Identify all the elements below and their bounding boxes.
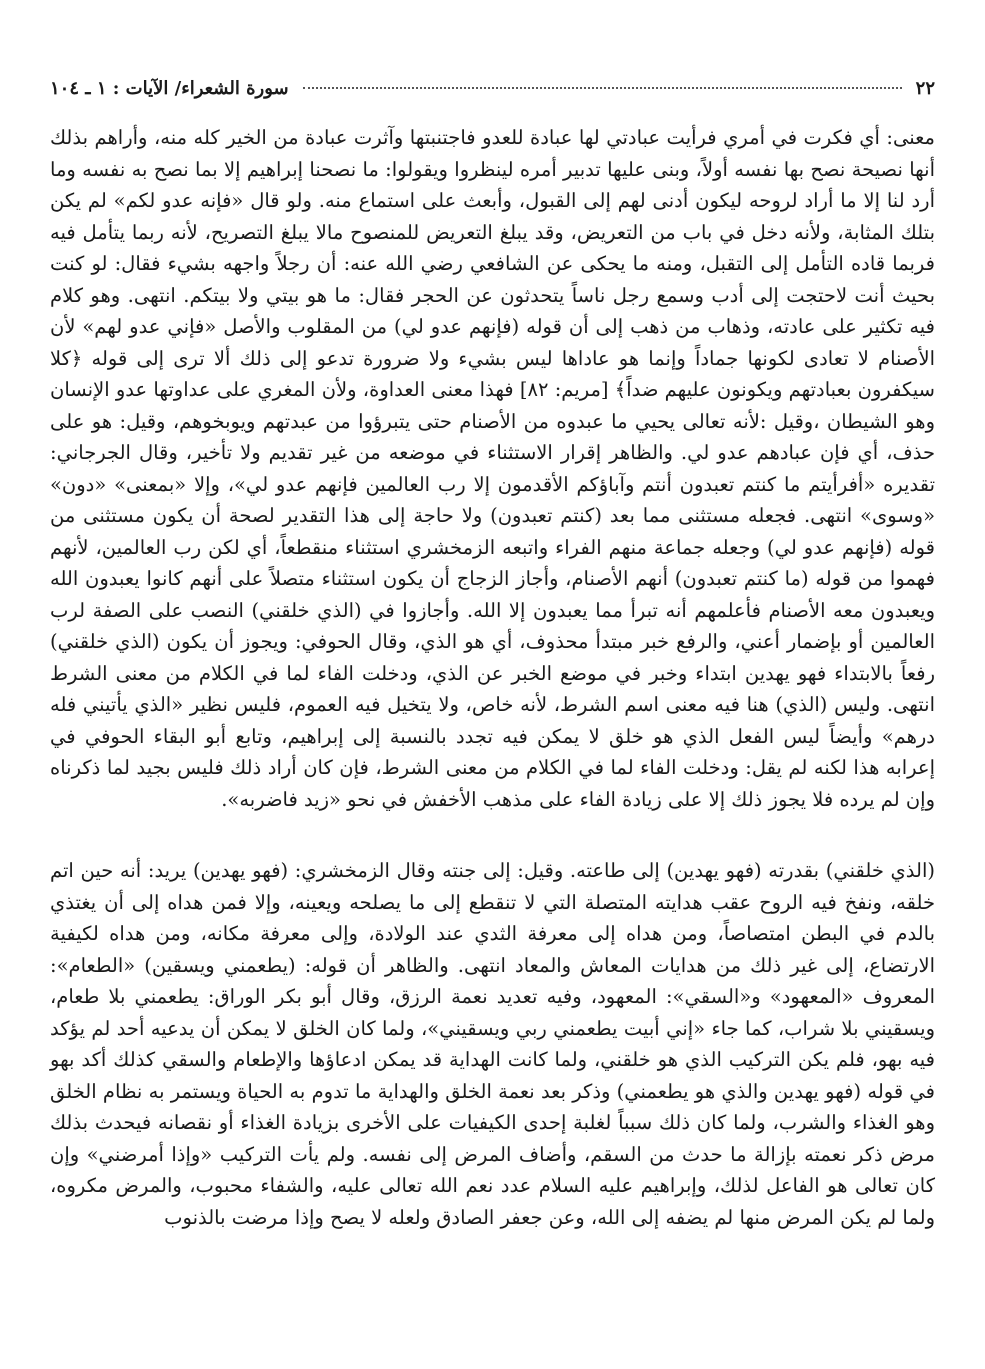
page-number: ٢٢ (915, 78, 935, 99)
header-dotted-leader (303, 87, 902, 89)
page (50, 78, 935, 1349)
commentary-text (50, 855, 935, 1233)
main-paragraph: معنى: أي فكرت في أمري فرأيت عبادتي لها عبادة للعدو فاجتنبتها وآثرت عبادة من الخير كله منه، وأراهم بذلك أنها نصيحة نصح بها نفسه أولاً، وبنى عليها تدبير أمره لينظروا ويقولوا: ما نصحنا إبراهيم إلا بما نصح به نفسه وما أرد لنا إلا ما أراد لروحه ليكون أدنى لهم إلى القبول، وأبعث على استماع منه. ولو قال «فإنه عدو لكم» لم يكن بتلك المثابة، ولأنه دخل في باب من التعريض، وقد يبلغ التعريض للمنصوح مالا يبلغ التصريح، لأنه ربما يتأمل فيه فربما قاده التأمل إلى التقبل، ومنه ما يحكى عن الشافعي رضي الله عنه: أن رجلاً واجهه بشيء فقال: لو كنت بحيث أنت لاحتجت إلى أدب وسمع رجل ناساً يتحدثون عن الحجر فقال: ما هو بيتي ولا بيتكم. انتهى. وهو كلام فيه تكثير على عادته، وذهاب من ذهب إلى أن قوله (فإنهم عدو لي) من المقلوب والأصل «فإني عدو لهم» لأن الأصنام لا تعادى لكونها جماداً وإنما هو عاداها ليس بشيء ولا ضرورة تدعو إلى ذلك ألا ترى إلى قوله ﴿كلا سيكفرون بعبادتهم ويكونون عليهم ضداً﴾ [مريم: ٨٢] فهذا معنى العداوة، ولأن المغري على عداوتها عدو الإنسان وهو الشيطان ،وقيل :لأنه تعالى يحيي ما عبدوه من الأصنام حتى يتبرؤوا من عبدتهم ويوبخوهم، وقيل: هو على حذف، أي فإن عبادهم عدو لي. والظاهر إقرار الاستثناء في موضعه من غير تقديم ولا تأخير، وقال الجرجاني: تقديره «أفرأيتم ما كنتم تعبدون أنتم وآباؤكم الأقدمون إلا رب العالمين فإنهم عدو لي»، وإلا «بمعنى» «دون» «وسوى» انتهى. فجعله مستثنى مما بعد (كنتم تعبدون) ولا حاجة إلى هذا التقدير لصحة أن يكون مستثنى من قوله (فإنهم عدو لي) وجعله جماعة منهم الفراء واتبعه الزمخشري استثناء منقطعاً، أي لكن رب العالمين، لأنهم فهموا من قوله (ما كنتم تعبدون) أنهم الأصنام، وأجاز الزجاج أن يكون استثناء متصلاً على أنهم كانوا يعبدون الله ويعبدون معه الأصنام فأعلمهم أنه تبرأ مما يعبدون إلا الله. وأجازوا في (الذي خلقني) النصب على الصفة لرب العالمين أو بإضمار أعني، والرفع خبر مبتدأ محذوف، أي هو الذي، وقال الحوفي: ويجوز أن يكون (الذي خلقني) رفعاً بالابتداء فهو يهدين ابتداء وخبر في موضع الخبر عن الذي، ودخلت الفاء لما في الكلام من معنى الشرط انتهى. وليس (الذي) هنا فيه معنى اسم الشرط، لأنه خاص، ولا يتخيل فيه العموم، فليس نظير «الذي يأتيني فله درهم» وأيضاً ليس الفعل الذي هو خلق لا يمكن فيه تجدد بالنسبة إلى إبراهيم، وتابع أبو البقاء الحوفي في إعرابه هذا لكنه لم يقل: ودخلت الفاء لما في الكلام من معنى الشرط، فإن كان أراد ذلك فليس بجيد لما ذكرناه وإن لم يرده فلا يجوز ذلك إلا على زيادة الفاء على مذهب الأخفش في نحو «زيد فاضربه». (50, 126, 936, 811)
section-gap (50, 815, 935, 855)
header-title: سورة الشعراء/ الآيات : ١ ـ ١٠٤ (50, 78, 289, 99)
main-text (50, 122, 935, 815)
commentary-paragraph: (الذي خلقني) بقدرته (فهو يهدين) إلى طاعته. وقيل: إلى جنته وقال الزمخشري: (فهو يهدين) يريد: أنه حين اتم خلقه، ونفخ فيه الروح عقب هدايته المتصلة التي لا تنقطع إلى ما يصلحه ويعينه، وإلا فمن هداه إلى أن يغتذي بالدم في البطن امتصاصاً، ومن هداه إلى معرفة الثدي عند الولادة، وإلى معرفة مكانه، ومن هداه لكيفية الارتضاع، إلى غير ذلك من هدايات المعاش والمعاد انتهى. والظاهر أن قوله: (يطعمني ويسقين) «الطعام»: المعروف «المعهود» و«السقي»: المعهود، وفيه تعديد نعمة الرزق، وقال أبو بكر الوراق: يطعمني بلا طعام، ويسقيني بلا شراب، كما جاء «إني أبيت يطعمني ربي ويسقيني»، ولما كان الخلق لا يمكن أن يدعيه أحد لم يؤكد فيه بهو، فلم يكن التركيب الذي هو خلقني، ولما كانت الهداية قد يمكن ادعاؤها والإطعام والسقي كذلك أكد بهو في قوله (فهو يهدين والذي هو يطعمني) وذكر بعد نعمة الخلق والهداية ما تدوم به الحياة ويستمر به نظام الخلق وهو الغذاء والشرب، ولما كان ذلك سبباً لغلبة إحدى الكيفيات على الأخرى بزيادة الغذاء أو نقصانه فيحدث بذلك مرض ذكر نعمته بإزالة ما حدث من السقم، وأضاف المرض إلى نفسه. ولم يأت التركيب «وإذا أمرضني» وإن كان تعالى هو الفاعل لذلك، وإبراهيم عليه السلام عدد نعم الله تعالى عليه، والشفاء محبوب، والمرض مكروه، ولما لم يكن المرض منها لم يضفه إلى الله، وعن جعفر الصادق ولعله لا يصح وإذا مرضت بالذنوب (50, 859, 935, 1229)
running-header (50, 78, 935, 108)
